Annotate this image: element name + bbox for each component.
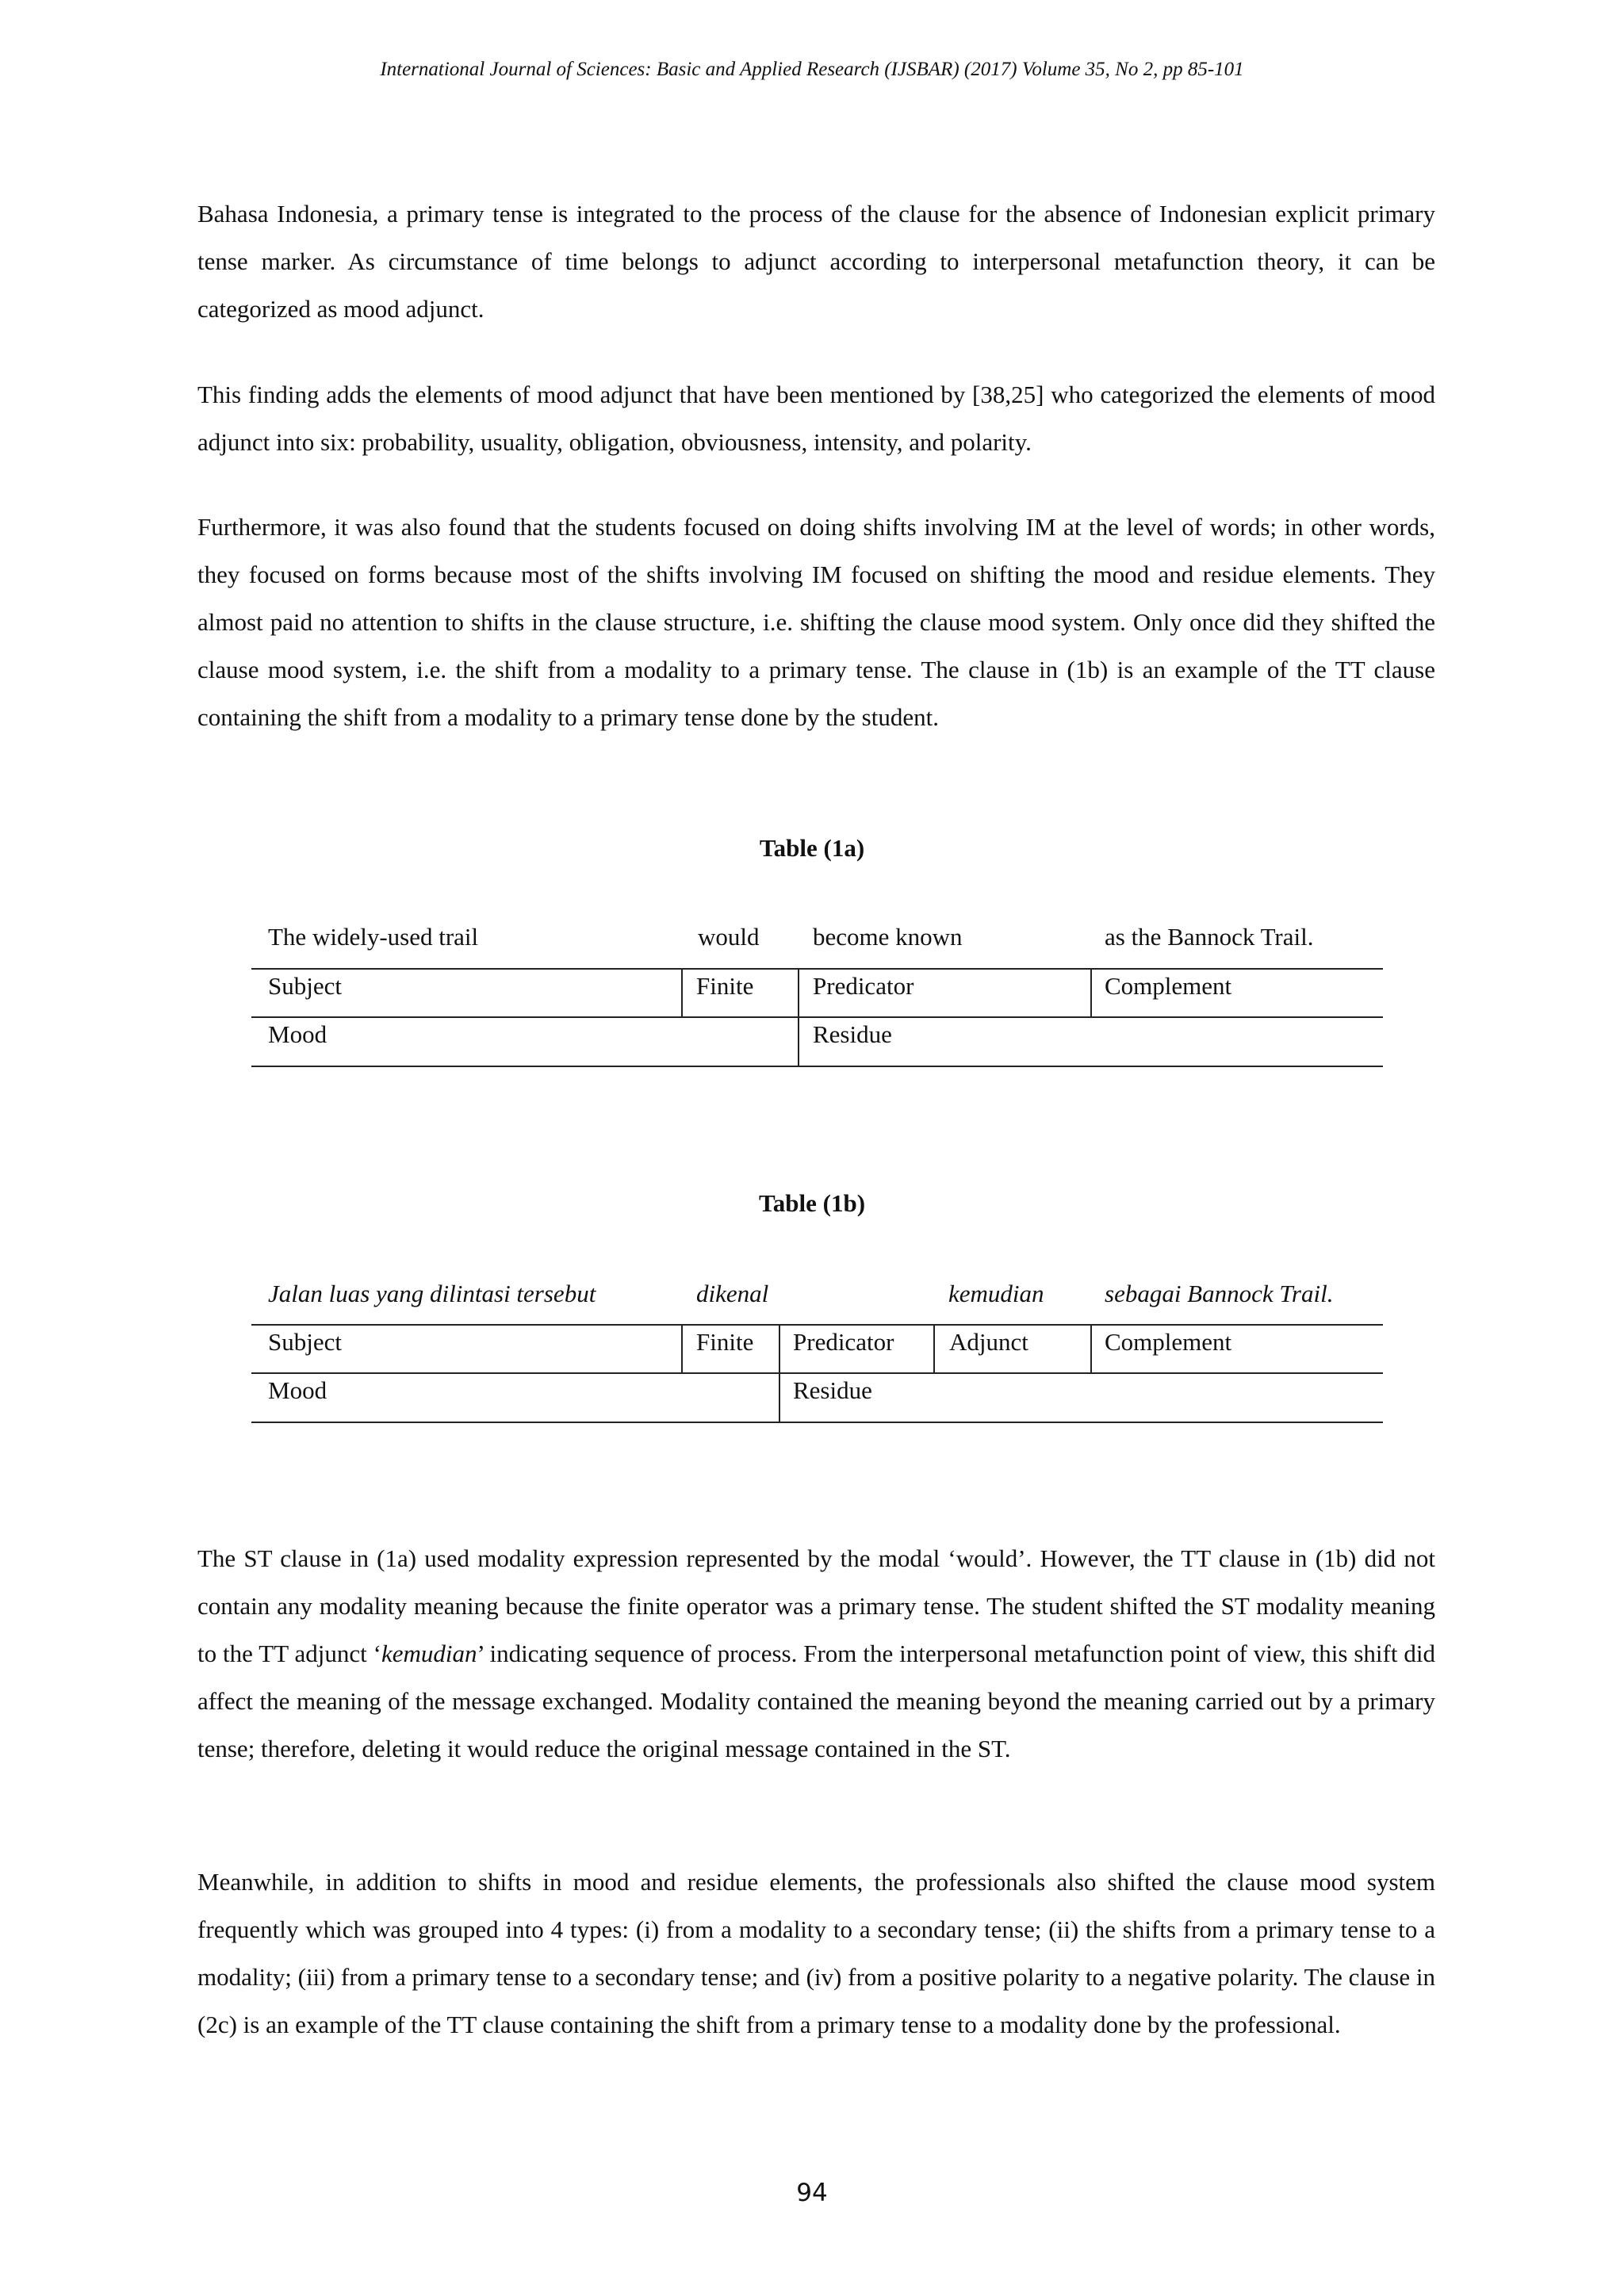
table-1b-title: Table (1b)	[758, 1189, 866, 1217]
table-1a-block-mood: Mood	[268, 1020, 327, 1048]
table-1a-divider	[681, 968, 683, 1016]
table-1b-function-complement: Complement	[1105, 1328, 1232, 1356]
table-1b-function-predicator: Predicator	[793, 1328, 894, 1356]
paragraph-4-text-end: ’ indicating sequence of process. From the interpersonal metafunction point of view, this shift did affect the meaning of the message exchanged. Modality contained the meaning beyond the meaning carried out by a primary tense; therefore, deleting it would reduce the original message contained in the ST.	[197, 1640, 1435, 1762]
table-1b-divider	[1090, 1324, 1092, 1372]
paragraph-4	[197, 1535, 1435, 1773]
table-1b-function-adjunct: Adjunct	[949, 1328, 1028, 1356]
table-1a-rule-top	[251, 968, 1383, 970]
paragraph-4-text: The ST clause in (1a) used modality expression represented by the modal ‘would’. However, the TT clause in (1b) did not contain any modality meaning because the finite operator was a primary tense. The student shifted the ST modality meaning to the TT adjunct ‘	[197, 1544, 1435, 1667]
table-1a-block-residue: Residue	[813, 1020, 892, 1048]
paragraph-5: Meanwhile, in addition to shifts in mood and residue elements, the professionals also shifted the clause mood system frequently which was grouped into 4 types: (i) from a modality to a secondary tense; (ii) the shifts from a primary tense to a modality; (iii) from a primary tense to a secondary tense; and (iv) from a positive polarity to a negative polarity. The clause in (2c) is an example of the TT clause containing the shift from a primary tense to a modality done by the professional.	[197, 1868, 1435, 2038]
table-1b-divider	[933, 1324, 935, 1372]
page-number: 94	[796, 2179, 828, 2207]
table-1b-function-finite: Finite	[696, 1328, 754, 1356]
paragraph-3: Furthermore, it was also found that the students focused on doing shifts involving IM at the level of words; in other words, they focused on forms because most of the shifts involving IM focused on shifting the mood and residue elements. They almost paid no attention to shifts in the clause structure, i.e. shifting the clause mood system. Only once did they shifted the clause mood system, i.e. the shift from a modality to a primary tense. The clause in (1b) is an example of the TT clause containing the shift from a modality to a primary tense done by the student.	[197, 513, 1435, 731]
table-1a-divider	[1090, 968, 1092, 1016]
journal-header: International Journal of Sciences: Basic and Applied Research (IJSBAR) (2017) Volume 35, No 2, pp 85-101	[380, 59, 1244, 80]
table-1b-clause-adjunct: kemudian	[948, 1280, 1044, 1307]
table-1a-clause-subject: The widely-used trail	[268, 923, 479, 951]
table-1a-title: Table (1a)	[759, 834, 865, 862]
table-1a-function-predicator: Predicator	[813, 972, 914, 1000]
table-1a-divider	[798, 968, 799, 1066]
table-1a-function-complement: Complement	[1105, 972, 1232, 1000]
table-1b-rule-middle	[251, 1372, 1383, 1374]
table-1a-clause-complement: as the Bannock Trail.	[1105, 923, 1314, 951]
table-1b-rule-top	[251, 1324, 1383, 1326]
table-1b-clause-subject: Jalan luas yang dilintasi tersebut	[268, 1280, 596, 1307]
table-1a-rule-bottom	[251, 1066, 1383, 1067]
table-1b-clause-finite: dikenal	[696, 1280, 769, 1307]
table-1a-clause-finite: would	[698, 923, 760, 951]
table-1b-divider	[779, 1324, 780, 1422]
table-1b-rule-bottom	[251, 1422, 1383, 1423]
table-1b-clause-complement: sebagai Bannock Trail.	[1105, 1280, 1334, 1307]
paragraph-2: This finding adds the elements of mood adjunct that have been mentioned by [38,25] who categorized the elements of mood adjunct into six: probability, usuality, obligation, obviousness, intensity, and polarity.	[197, 381, 1435, 456]
table-1b-block-mood: Mood	[268, 1376, 327, 1404]
table-1a-clause-predicator: become known	[813, 923, 963, 951]
table-1b-block-residue: Residue	[793, 1376, 872, 1404]
table-1a-function-finite: Finite	[696, 972, 754, 1000]
table-1a-rule-middle	[251, 1016, 1383, 1018]
table-1b-divider	[681, 1324, 683, 1372]
paragraph-4-emphasis: kemudian	[381, 1640, 477, 1667]
paragraph-1: Bahasa Indonesia, a primary tense is integrated to the process of the clause for the absence of Indonesian explicit primary tense marker. As circumstance of time belongs to adjunct according to interpersonal metafunction theory, it can be categorized as mood adjunct.	[197, 200, 1435, 323]
table-1a-function-subject: Subject	[268, 972, 342, 1000]
table-1b-function-subject: Subject	[268, 1328, 342, 1356]
